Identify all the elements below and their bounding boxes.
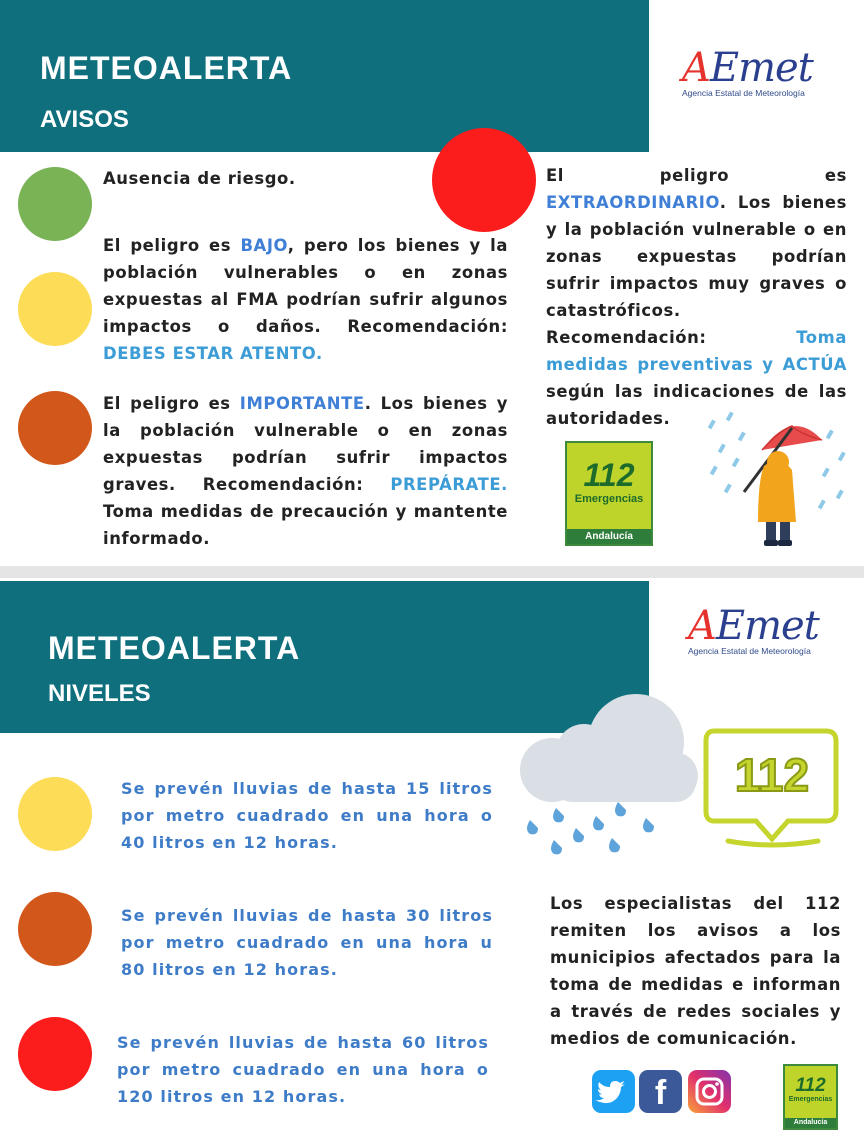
level-yellow-text-b: , pero los bienes y la población vulnerables o en zonas expuestas al FMA podrían sufrir algunos impactos o daños. Recomendación: <box>103 236 508 336</box>
aemet-logo <box>682 45 817 98</box>
badge-number: 112 <box>795 1075 826 1096</box>
level-yellow-highlight: BAJO <box>240 236 288 255</box>
aemet-tagline: Agencia Estatal de Meteorología <box>688 646 811 656</box>
person-umbrella-illustration <box>700 410 855 560</box>
facebook-glyph: f <box>654 1074 667 1112</box>
level-yellow-recommendation: DEBES ESTAR ATENTO. <box>103 344 323 363</box>
rain-level-red-dot <box>18 1017 92 1091</box>
facebook-icon[interactable] <box>639 1070 682 1113</box>
badge-label: Emergencias <box>788 1096 833 1103</box>
bubble-number: 112 <box>734 749 810 801</box>
section-title: METEOALERTA <box>48 630 301 666</box>
emergencias-112-badge <box>783 1064 838 1130</box>
level-red-text <box>546 162 847 432</box>
rain-level-orange-text: Se prevén lluvias de hasta 30 litros por metro cuadrado en una hora u 80 litros en 12 horas. <box>121 906 493 979</box>
aemet-tagline: Agencia Estatal de Meteorología <box>682 88 805 98</box>
badge-region: Andalucía <box>567 529 651 544</box>
aemet-logo-e: E <box>709 45 739 91</box>
instagram-icon[interactable] <box>688 1070 731 1113</box>
level-orange-highlight: IMPORTANTE <box>239 394 365 413</box>
aemet-logo-met: met <box>738 45 813 91</box>
aemet-logo <box>688 603 823 656</box>
level-green-dot <box>18 167 92 241</box>
aemet-logo-met: met <box>744 603 819 649</box>
section-subtitle: NIVELES <box>48 680 151 707</box>
specialists-text: Los especialistas del 112 remiten los avisos a los municipios afectados para la toma de medidas e informan a través de redes sociales y medios de comunicación. <box>550 894 841 1048</box>
level-red-highlight: EXTRAORDINARIO <box>546 193 720 212</box>
level-orange-recommendation: PREPÁRATE. <box>390 475 508 494</box>
level-red-recommendation: Toma medidas preventivas y ACTÚA <box>546 328 847 374</box>
aemet-logo-e: E <box>715 603 745 649</box>
section-title: METEOALERTA <box>40 50 293 86</box>
aemet-logo-a: A <box>682 45 710 91</box>
rain-level-orange-dot <box>18 892 92 966</box>
level-orange-text-b: . Los bienes y la población vulnerable o en zonas expuestas podrían sufrir impactos graves. Recomendación: <box>103 394 508 494</box>
section-subtitle: AVISOS <box>40 106 129 133</box>
twitter-icon[interactable] <box>592 1070 635 1113</box>
badge-number: 112 <box>583 457 635 493</box>
section-divider <box>0 566 864 578</box>
level-orange-text-a: El peligro es <box>103 394 240 413</box>
level-green-text: Ausencia de riesgo. <box>103 169 296 188</box>
level-red-text-a: El peligro es <box>546 166 847 185</box>
level-yellow-text <box>103 232 508 367</box>
twitter-bird-glyph <box>592 1070 635 1113</box>
level-orange-text-c: Toma medidas de precaución y mantente informado. <box>103 502 508 548</box>
level-orange-text <box>103 390 508 552</box>
level-yellow-dot <box>18 272 92 346</box>
level-yellow-text-a: El peligro es <box>103 236 241 255</box>
rain-level-yellow-dot <box>18 777 92 851</box>
rain-level-red-text: Se prevén lluvias de hasta 60 litros por metro cuadrado en una hora o 120 litros en 12 horas. <box>117 1033 489 1106</box>
level-orange-dot <box>18 391 92 465</box>
rain-level-yellow-text: Se prevén lluvias de hasta 15 litros por metro cuadrado en una hora o 40 litros en 12 horas. <box>121 779 493 852</box>
instagram-camera-glyph <box>688 1070 731 1113</box>
rain-cloud-illustration <box>516 690 701 870</box>
badge-region: Andalucía <box>785 1118 836 1128</box>
emergencias-112-badge <box>565 441 653 546</box>
aemet-logo-a: A <box>688 603 716 649</box>
level-red-text-b: . Los bienes y la población vulnerable o en zonas expuestas podrían sufrir impactos muy graves o catastróficos. Recomendación: <box>546 193 847 347</box>
level-red-text-c: según las indicaciones de las autoridades. <box>546 382 847 428</box>
badge-label: Emergencias <box>574 493 644 505</box>
